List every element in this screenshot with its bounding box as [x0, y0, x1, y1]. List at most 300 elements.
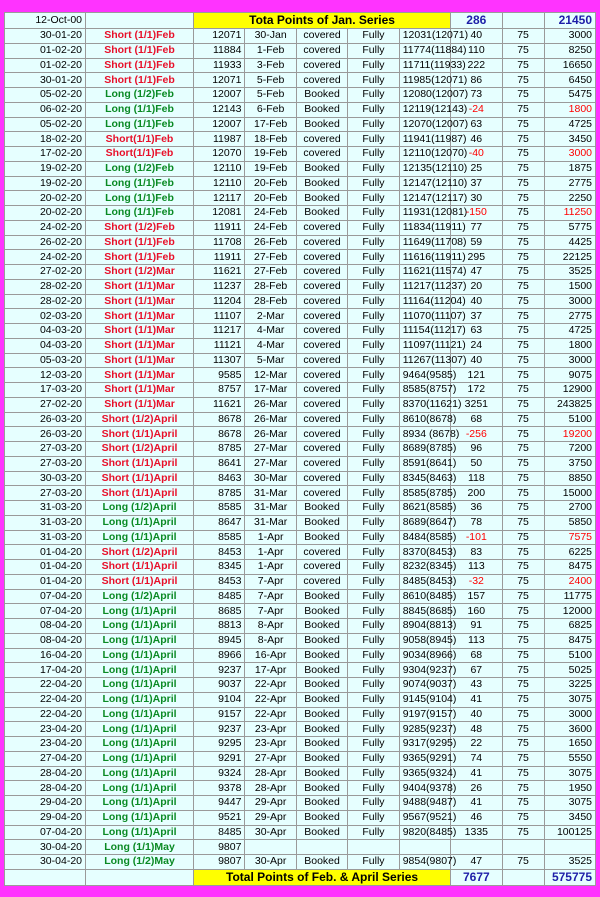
cell-fill[interactable]: Fully: [348, 456, 399, 471]
cell-fill[interactable]: Fully: [348, 707, 399, 722]
cell-entry-price[interactable]: 9521: [194, 810, 245, 825]
cell-status[interactable]: Booked: [296, 88, 347, 103]
cell-status[interactable]: Booked: [296, 102, 347, 117]
cell-amount[interactable]: 5775: [544, 220, 595, 235]
cell-lot-size[interactable]: 75: [502, 353, 544, 368]
cell-position[interactable]: Short (1/1)Feb: [86, 73, 194, 88]
cell-entry-price[interactable]: 8785: [194, 442, 245, 457]
cell-position[interactable]: Long (1/1)Feb: [86, 191, 194, 206]
cell-entry-date[interactable]: 16-04-20: [5, 648, 86, 663]
cell-entry-date[interactable]: 12-03-20: [5, 368, 86, 383]
header-date[interactable]: 12-Oct-00: [5, 13, 86, 29]
cell-points[interactable]: 74: [451, 751, 502, 766]
cell-status[interactable]: covered: [296, 412, 347, 427]
cell-position[interactable]: Long (1/1)April: [86, 722, 194, 737]
cell-fill[interactable]: Fully: [348, 132, 399, 147]
cell-lot-size[interactable]: 75: [502, 737, 544, 752]
cell-entry-date[interactable]: 04-03-20: [5, 324, 86, 339]
cell-lot-size[interactable]: 75: [502, 442, 544, 457]
cell-exit-date[interactable]: 24-Feb: [245, 220, 296, 235]
cell-position[interactable]: Long (1/1)May: [86, 840, 194, 855]
cell-entry-date[interactable]: 22-04-20: [5, 678, 86, 693]
cell-position[interactable]: Long (1/1)April: [86, 751, 194, 766]
cell-entry-price[interactable]: 8641: [194, 456, 245, 471]
cell-entry-price[interactable]: 11217: [194, 324, 245, 339]
cell-points[interactable]: 113: [451, 633, 502, 648]
cell-entry-date[interactable]: 27-02-20: [5, 265, 86, 280]
cell-exit-price[interactable]: 8232(8345): [399, 560, 450, 575]
cell-points[interactable]: 47: [451, 855, 502, 870]
cell-amount[interactable]: 8250: [544, 43, 595, 58]
cell-position[interactable]: Long (1/2)April: [86, 589, 194, 604]
cell-status[interactable]: covered: [296, 353, 347, 368]
cell-amount[interactable]: 243825: [544, 397, 595, 412]
cell-position[interactable]: Short (1/1)Feb: [86, 43, 194, 58]
cell-amount[interactable]: 3075: [544, 766, 595, 781]
cell-points[interactable]: 222: [451, 58, 502, 73]
cell-points[interactable]: -40: [451, 147, 502, 162]
cell-entry-price[interactable]: 9324: [194, 766, 245, 781]
cell-amount[interactable]: 4425: [544, 235, 595, 250]
cell-status[interactable]: covered: [296, 309, 347, 324]
cell-position[interactable]: Short(1/1)Feb: [86, 132, 194, 147]
cell-position[interactable]: Short (1/1)Feb: [86, 58, 194, 73]
cell-fill[interactable]: Fully: [348, 530, 399, 545]
cell-status[interactable]: covered: [296, 279, 347, 294]
cell-fill[interactable]: Fully: [348, 309, 399, 324]
cell-exit-price[interactable]: 9365(9291): [399, 751, 450, 766]
cell-entry-date[interactable]: 05-02-20: [5, 88, 86, 103]
cell-lot-size[interactable]: 75: [502, 825, 544, 840]
cell-entry-price[interactable]: 11884: [194, 43, 245, 58]
cell-exit-date[interactable]: 19-Feb: [245, 147, 296, 162]
cell-fill[interactable]: Fully: [348, 220, 399, 235]
cell-amount[interactable]: 3075: [544, 692, 595, 707]
cell-fill[interactable]: Fully: [348, 279, 399, 294]
cell-entry-date[interactable]: 05-03-20: [5, 353, 86, 368]
cell-exit-date[interactable]: 4-Mar: [245, 324, 296, 339]
cell-position[interactable]: Long (1/1)Feb: [86, 102, 194, 117]
cell-amount[interactable]: 11775: [544, 589, 595, 604]
cell-lot-size[interactable]: 75: [502, 722, 544, 737]
cell-entry-date[interactable]: 30-03-20: [5, 471, 86, 486]
cell-entry-date[interactable]: 24-02-20: [5, 220, 86, 235]
cell-lot-size[interactable]: 75: [502, 663, 544, 678]
cell-fill[interactable]: Fully: [348, 353, 399, 368]
header-title[interactable]: Tota Points of Jan. Series: [194, 13, 451, 29]
cell-entry-date[interactable]: 01-02-20: [5, 58, 86, 73]
cell-exit-price[interactable]: 9034(8966): [399, 648, 450, 663]
cell-status[interactable]: covered: [296, 58, 347, 73]
cell-fill[interactable]: Fully: [348, 751, 399, 766]
cell-entry-price[interactable]: 11708: [194, 235, 245, 250]
cell-status[interactable]: covered: [296, 338, 347, 353]
cell-exit-price[interactable]: 11941(11987): [399, 132, 450, 147]
cell-amount[interactable]: 3225: [544, 678, 595, 693]
cell-points[interactable]: 91: [451, 619, 502, 634]
cell-entry-date[interactable]: 28-02-20: [5, 294, 86, 309]
cell-amount[interactable]: 8475: [544, 560, 595, 575]
cell-exit-price[interactable]: 8585(8757): [399, 383, 450, 398]
cell-exit-price[interactable]: 11097(11121): [399, 338, 450, 353]
cell-exit-price[interactable]: 11217(11237): [399, 279, 450, 294]
cell-amount[interactable]: 3000: [544, 29, 595, 44]
cell-entry-price[interactable]: 8485: [194, 825, 245, 840]
cell-exit-date[interactable]: 22-Apr: [245, 678, 296, 693]
cell-position[interactable]: Long (1/2)April: [86, 501, 194, 516]
cell-exit-price[interactable]: 9464(9585): [399, 368, 450, 383]
cell-exit-price[interactable]: 12080(12007): [399, 88, 450, 103]
cell-exit-date[interactable]: 31-Mar: [245, 515, 296, 530]
cell-points[interactable]: 157: [451, 589, 502, 604]
cell-position[interactable]: Short (1/1)April: [86, 456, 194, 471]
cell-lot-size[interactable]: 75: [502, 206, 544, 221]
cell-exit-date[interactable]: 7-Apr: [245, 604, 296, 619]
cell-exit-price[interactable]: 9317(9295): [399, 737, 450, 752]
cell-status[interactable]: Booked: [296, 604, 347, 619]
cell-position[interactable]: Long (1/1)April: [86, 515, 194, 530]
cell-entry-price[interactable]: 9447: [194, 796, 245, 811]
cell-status[interactable]: Booked: [296, 161, 347, 176]
cell-lot-size[interactable]: 75: [502, 619, 544, 634]
cell-position[interactable]: Short (1/1)Mar: [86, 353, 194, 368]
cell-entry-price[interactable]: 9237: [194, 663, 245, 678]
cell-fill[interactable]: Fully: [348, 560, 399, 575]
cell-exit-price[interactable]: 11774(11884): [399, 43, 450, 58]
cell-exit-date[interactable]: 20-Feb: [245, 176, 296, 191]
cell-exit-price[interactable]: 12070(12007): [399, 117, 450, 132]
cell-entry-date[interactable]: 28-04-20: [5, 781, 86, 796]
cell-exit-price[interactable]: 11985(12071): [399, 73, 450, 88]
cell-fill[interactable]: Fully: [348, 368, 399, 383]
cell-amount[interactable]: 3750: [544, 456, 595, 471]
cell-entry-price[interactable]: 9585: [194, 368, 245, 383]
cell-lot-size[interactable]: 75: [502, 294, 544, 309]
cell-fill[interactable]: Fully: [348, 678, 399, 693]
cell-entry-price[interactable]: 8453: [194, 574, 245, 589]
cell-exit-date[interactable]: 26-Mar: [245, 427, 296, 442]
cell-entry-date[interactable]: 30-04-20: [5, 855, 86, 870]
cell-entry-date[interactable]: 02-03-20: [5, 309, 86, 324]
cell-amount[interactable]: [544, 840, 595, 855]
cell-amount[interactable]: 5100: [544, 412, 595, 427]
cell-entry-date[interactable]: 29-04-20: [5, 796, 86, 811]
cell-entry-date[interactable]: 23-04-20: [5, 737, 86, 752]
cell-entry-price[interactable]: 12070: [194, 147, 245, 162]
cell-fill[interactable]: Fully: [348, 648, 399, 663]
footer-blank-cell-3[interactable]: [502, 869, 544, 885]
cell-exit-date[interactable]: 30-Apr: [245, 855, 296, 870]
cell-exit-price[interactable]: 11834(11911): [399, 220, 450, 235]
cell-position[interactable]: Long (1/1)April: [86, 663, 194, 678]
cell-exit-date[interactable]: 8-Apr: [245, 619, 296, 634]
cell-exit-price[interactable]: 12147(12117): [399, 191, 450, 206]
cell-lot-size[interactable]: 75: [502, 88, 544, 103]
cell-position[interactable]: Short (1/2)April: [86, 412, 194, 427]
cell-status[interactable]: covered: [296, 235, 347, 250]
cell-lot-size[interactable]: 75: [502, 471, 544, 486]
cell-position[interactable]: Short (1/1)Mar: [86, 368, 194, 383]
cell-position[interactable]: Short (1/1)April: [86, 574, 194, 589]
cell-fill[interactable]: Fully: [348, 29, 399, 44]
cell-entry-price[interactable]: 11987: [194, 132, 245, 147]
cell-entry-date[interactable]: 31-03-20: [5, 515, 86, 530]
cell-status[interactable]: Booked: [296, 707, 347, 722]
cell-amount[interactable]: 3000: [544, 353, 595, 368]
cell-exit-price[interactable]: 9567(9521): [399, 810, 450, 825]
cell-exit-date[interactable]: 8-Apr: [245, 633, 296, 648]
cell-status[interactable]: Booked: [296, 678, 347, 693]
cell-amount[interactable]: 16650: [544, 58, 595, 73]
cell-position[interactable]: Short (1/2)April: [86, 442, 194, 457]
cell-entry-price[interactable]: 9237: [194, 722, 245, 737]
cell-status[interactable]: Booked: [296, 737, 347, 752]
cell-exit-date[interactable]: 5-Feb: [245, 88, 296, 103]
cell-amount[interactable]: 8850: [544, 471, 595, 486]
cell-amount[interactable]: 2775: [544, 309, 595, 324]
cell-fill[interactable]: Fully: [348, 147, 399, 162]
cell-entry-date[interactable]: 26-03-20: [5, 427, 86, 442]
cell-entry-price[interactable]: 8757: [194, 383, 245, 398]
header-blank-cell[interactable]: [86, 13, 194, 29]
cell-entry-price[interactable]: 8585: [194, 501, 245, 516]
cell-position[interactable]: Long (1/1)April: [86, 810, 194, 825]
cell-amount[interactable]: 6825: [544, 619, 595, 634]
cell-exit-price[interactable]: 11649(11708): [399, 235, 450, 250]
cell-entry-price[interactable]: 12007: [194, 88, 245, 103]
cell-fill[interactable]: Fully: [348, 250, 399, 265]
cell-position[interactable]: Long (1/2)Feb: [86, 161, 194, 176]
cell-exit-price[interactable]: 8845(8685): [399, 604, 450, 619]
cell-exit-date[interactable]: 18-Feb: [245, 132, 296, 147]
cell-exit-date[interactable]: 20-Feb: [245, 191, 296, 206]
cell-amount[interactable]: 22125: [544, 250, 595, 265]
cell-amount[interactable]: 2400: [544, 574, 595, 589]
cell-exit-date[interactable]: 27-Feb: [245, 250, 296, 265]
cell-entry-price[interactable]: 8585: [194, 530, 245, 545]
cell-exit-date[interactable]: 27-Feb: [245, 265, 296, 280]
cell-position[interactable]: Short (1/1)Feb: [86, 250, 194, 265]
cell-exit-date[interactable]: [245, 840, 296, 855]
cell-amount[interactable]: 3000: [544, 294, 595, 309]
cell-fill[interactable]: Fully: [348, 486, 399, 501]
cell-position[interactable]: Long (1/1)Feb: [86, 176, 194, 191]
cell-fill[interactable]: Fully: [348, 810, 399, 825]
cell-amount[interactable]: 5475: [544, 88, 595, 103]
cell-entry-date[interactable]: 20-02-20: [5, 191, 86, 206]
cell-entry-price[interactable]: 9295: [194, 737, 245, 752]
cell-amount[interactable]: 1500: [544, 279, 595, 294]
cell-status[interactable]: covered: [296, 427, 347, 442]
cell-status[interactable]: covered: [296, 486, 347, 501]
cell-exit-date[interactable]: 31-Mar: [245, 486, 296, 501]
cell-exit-price[interactable]: 12147(12110): [399, 176, 450, 191]
cell-exit-price[interactable]: 9145(9104): [399, 692, 450, 707]
cell-exit-date[interactable]: 7-Apr: [245, 574, 296, 589]
cell-position[interactable]: Short(1/1)Feb: [86, 147, 194, 162]
cell-status[interactable]: Booked: [296, 692, 347, 707]
cell-entry-date[interactable]: 27-03-20: [5, 456, 86, 471]
cell-amount[interactable]: 3450: [544, 132, 595, 147]
cell-fill[interactable]: Fully: [348, 781, 399, 796]
cell-exit-price[interactable]: 9404(9378): [399, 781, 450, 796]
cell-points[interactable]: 63: [451, 324, 502, 339]
cell-fill[interactable]: Fully: [348, 338, 399, 353]
cell-entry-date[interactable]: 04-03-20: [5, 338, 86, 353]
cell-entry-price[interactable]: 12117: [194, 191, 245, 206]
cell-exit-date[interactable]: 16-Apr: [245, 648, 296, 663]
cell-lot-size[interactable]: 75: [502, 220, 544, 235]
footer-title[interactable]: Total Points of Feb. & April Series: [194, 869, 451, 885]
cell-lot-size[interactable]: 75: [502, 545, 544, 560]
cell-lot-size[interactable]: 75: [502, 43, 544, 58]
cell-lot-size[interactable]: 75: [502, 648, 544, 663]
cell-status[interactable]: Booked: [296, 206, 347, 221]
cell-amount[interactable]: 2250: [544, 191, 595, 206]
cell-exit-price[interactable]: 8904(8813): [399, 619, 450, 634]
cell-amount[interactable]: 19200: [544, 427, 595, 442]
cell-points[interactable]: 63: [451, 117, 502, 132]
cell-points[interactable]: 78: [451, 515, 502, 530]
cell-entry-price[interactable]: 12007: [194, 117, 245, 132]
cell-points[interactable]: 30: [451, 191, 502, 206]
cell-lot-size[interactable]: 75: [502, 560, 544, 575]
cell-lot-size[interactable]: 75: [502, 810, 544, 825]
cell-exit-date[interactable]: 26-Mar: [245, 412, 296, 427]
cell-points[interactable]: 96: [451, 442, 502, 457]
cell-lot-size[interactable]: 75: [502, 250, 544, 265]
cell-fill[interactable]: Fully: [348, 73, 399, 88]
cell-position[interactable]: Long (1/1)April: [86, 530, 194, 545]
cell-amount[interactable]: 12000: [544, 604, 595, 619]
cell-entry-price[interactable]: 12110: [194, 176, 245, 191]
cell-fill[interactable]: Fully: [348, 515, 399, 530]
cell-lot-size[interactable]: 75: [502, 678, 544, 693]
cell-entry-date[interactable]: 27-04-20: [5, 751, 86, 766]
cell-fill[interactable]: Fully: [348, 574, 399, 589]
cell-entry-price[interactable]: 11933: [194, 58, 245, 73]
cell-entry-price[interactable]: 9037: [194, 678, 245, 693]
cell-points[interactable]: 86: [451, 73, 502, 88]
cell-exit-price[interactable]: 11711(11933): [399, 58, 450, 73]
cell-points[interactable]: 59: [451, 235, 502, 250]
cell-amount[interactable]: 7200: [544, 442, 595, 457]
cell-points[interactable]: 43: [451, 678, 502, 693]
footer-blank-cell[interactable]: [5, 869, 86, 885]
cell-entry-date[interactable]: 20-02-20: [5, 206, 86, 221]
cell-exit-price[interactable]: 8345(8463): [399, 471, 450, 486]
cell-lot-size[interactable]: 75: [502, 338, 544, 353]
cell-exit-date[interactable]: 19-Feb: [245, 161, 296, 176]
cell-fill[interactable]: Fully: [348, 412, 399, 427]
cell-exit-price[interactable]: 8689(8785): [399, 442, 450, 457]
cell-position[interactable]: Long (1/1)April: [86, 781, 194, 796]
cell-fill[interactable]: [348, 840, 399, 855]
cell-lot-size[interactable]: 75: [502, 235, 544, 250]
cell-entry-date[interactable]: 28-02-20: [5, 279, 86, 294]
cell-status[interactable]: Booked: [296, 191, 347, 206]
cell-position[interactable]: Short (1/2)April: [86, 545, 194, 560]
cell-points[interactable]: [451, 840, 502, 855]
cell-exit-date[interactable]: 27-Mar: [245, 442, 296, 457]
cell-points[interactable]: 3251: [451, 397, 502, 412]
cell-entry-date[interactable]: 29-04-20: [5, 810, 86, 825]
cell-exit-date[interactable]: 26-Mar: [245, 397, 296, 412]
cell-exit-date[interactable]: 3-Feb: [245, 58, 296, 73]
cell-entry-date[interactable]: 31-03-20: [5, 501, 86, 516]
cell-position[interactable]: Short (1/1)Mar: [86, 294, 194, 309]
cell-entry-date[interactable]: 27-03-20: [5, 442, 86, 457]
cell-amount[interactable]: 7575: [544, 530, 595, 545]
cell-entry-date[interactable]: 01-04-20: [5, 560, 86, 575]
cell-fill[interactable]: Fully: [348, 442, 399, 457]
cell-exit-date[interactable]: 4-Mar: [245, 338, 296, 353]
cell-lot-size[interactable]: 75: [502, 751, 544, 766]
cell-exit-date[interactable]: 31-Mar: [245, 501, 296, 516]
cell-exit-date[interactable]: 5-Feb: [245, 73, 296, 88]
cell-amount[interactable]: 5550: [544, 751, 595, 766]
cell-status[interactable]: Booked: [296, 530, 347, 545]
cell-entry-price[interactable]: 8345: [194, 560, 245, 575]
cell-amount[interactable]: 8475: [544, 633, 595, 648]
cell-entry-price[interactable]: 11121: [194, 338, 245, 353]
cell-points[interactable]: 37: [451, 176, 502, 191]
cell-points[interactable]: 113: [451, 560, 502, 575]
cell-exit-price[interactable]: 8610(8485): [399, 589, 450, 604]
cell-exit-price[interactable]: 11267(11307): [399, 353, 450, 368]
cell-points[interactable]: 26: [451, 781, 502, 796]
cell-position[interactable]: Long (1/1)April: [86, 604, 194, 619]
cell-exit-date[interactable]: 26-Feb: [245, 235, 296, 250]
cell-entry-date[interactable]: 01-04-20: [5, 574, 86, 589]
cell-status[interactable]: covered: [296, 250, 347, 265]
cell-position[interactable]: Short (1/1)April: [86, 427, 194, 442]
cell-lot-size[interactable]: 75: [502, 383, 544, 398]
cell-amount[interactable]: 4725: [544, 117, 595, 132]
cell-lot-size[interactable]: 75: [502, 324, 544, 339]
cell-fill[interactable]: Fully: [348, 191, 399, 206]
cell-fill[interactable]: Fully: [348, 43, 399, 58]
cell-entry-date[interactable]: 08-04-20: [5, 619, 86, 634]
cell-points[interactable]: 40: [451, 29, 502, 44]
cell-points[interactable]: 24: [451, 338, 502, 353]
cell-exit-price[interactable]: 12031(12071): [399, 29, 450, 44]
cell-status[interactable]: Booked: [296, 855, 347, 870]
cell-position[interactable]: Long (1/1)April: [86, 648, 194, 663]
cell-entry-price[interactable]: 9157: [194, 707, 245, 722]
cell-exit-price[interactable]: 11931(12081): [399, 206, 450, 221]
cell-points[interactable]: 118: [451, 471, 502, 486]
cell-fill[interactable]: Fully: [348, 796, 399, 811]
cell-exit-price[interactable]: [399, 840, 450, 855]
cell-exit-price[interactable]: 9197(9157): [399, 707, 450, 722]
cell-entry-price[interactable]: 11621: [194, 265, 245, 280]
cell-points[interactable]: 47: [451, 265, 502, 280]
cell-points[interactable]: 48: [451, 722, 502, 737]
cell-amount[interactable]: 3525: [544, 855, 595, 870]
cell-status[interactable]: covered: [296, 29, 347, 44]
cell-position[interactable]: Long (1/1)Feb: [86, 117, 194, 132]
footer-blank-cell-2[interactable]: [86, 869, 194, 885]
cell-position[interactable]: Short (1/1)April: [86, 471, 194, 486]
cell-position[interactable]: Short (1/1)Mar: [86, 383, 194, 398]
cell-fill[interactable]: Fully: [348, 692, 399, 707]
cell-status[interactable]: Booked: [296, 648, 347, 663]
cell-points[interactable]: 20: [451, 279, 502, 294]
cell-entry-price[interactable]: 8453: [194, 545, 245, 560]
cell-lot-size[interactable]: 75: [502, 707, 544, 722]
cell-exit-date[interactable]: 27-Apr: [245, 751, 296, 766]
